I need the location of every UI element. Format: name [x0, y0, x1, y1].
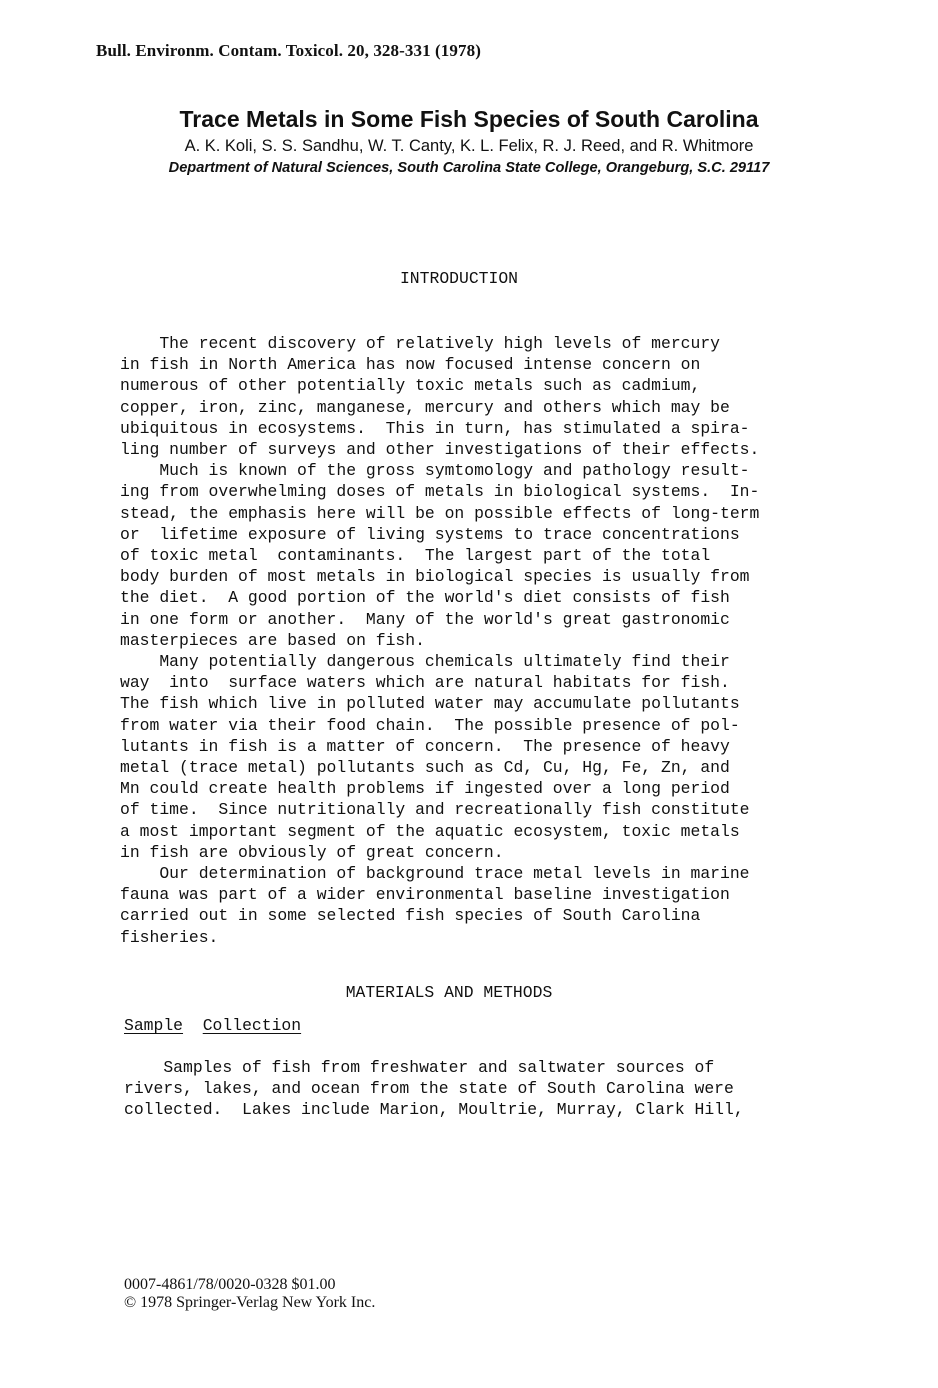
journal-citation: Bull. Environm. Contam. Toxicol. 20, 328-331 (1978)	[96, 41, 481, 60]
text-line: Mn could create health problems if ingested over a long period	[120, 779, 730, 799]
text-line: body burden of most metals in biological species is usually from	[120, 567, 750, 587]
text-line: in fish are obviously of great concern.	[120, 842, 504, 862]
text-line: The recent discovery of relatively high levels of mercury	[120, 334, 720, 353]
subheading-word-collection: Collection	[202, 1016, 302, 1035]
text-line: metal (trace metal) pollutants such as Cd, Cu, Hg, Fe, Zn, and	[120, 758, 730, 778]
text-line: ing from overwhelming doses of metals in biological systems. In-	[120, 482, 760, 502]
text-line: of toxic metal contaminants. The largest part of the total	[120, 546, 711, 566]
subheading-sample-collection	[124, 1016, 301, 1035]
paper-title: Trace Metals in Some Fish Species of South Carolina	[179, 106, 759, 132]
subheading-word-sample: Sample	[124, 1016, 184, 1035]
text-line: masterpieces are based on fish.	[120, 630, 425, 650]
page-footer	[124, 1276, 375, 1312]
text-line: fisheries.	[120, 927, 219, 947]
text-line: copper, iron, zinc, manganese, mercury and others which may be	[120, 397, 730, 417]
text-line: of time. Since nutritionally and recreationally fish constitute	[120, 800, 750, 820]
section-heading-introduction: INTRODUCTION	[399, 269, 519, 288]
text-line: The fish which live in polluted water may accumulate pollutants	[120, 694, 740, 714]
text-line: rivers, lakes, and ocean from the state of South Carolina were	[124, 1079, 734, 1099]
text-line: stead, the emphasis here will be on possible effects of long-term	[120, 503, 760, 523]
text-line: in fish in North America has now focused intense concern on	[120, 355, 701, 375]
text-line: the diet. A good portion of the world's diet consists of fish	[120, 588, 730, 608]
author-affiliation: Department of Natural Sciences, South Carolina State College, Orangeburg, S.C. 29117	[168, 160, 770, 176]
text-line: lutants in fish is a matter of concern. The presence of heavy	[120, 736, 730, 756]
text-line: or lifetime exposure of living systems to trace concentrations	[120, 524, 740, 544]
text-line: collected. Lakes include Marion, Moultrie, Murray, Clark Hill,	[124, 1100, 744, 1120]
text-line: Our determination of background trace metal levels in marine	[120, 864, 750, 884]
text-line: a most important segment of the aquatic ecosystem, toxic metals	[120, 821, 740, 841]
sample-collection-body	[124, 1057, 744, 1121]
text-line: Many potentially dangerous chemicals ultimately find their	[120, 652, 730, 672]
text-line: ling number of surveys and other investigations of their effects.	[120, 440, 760, 460]
text-line: Much is known of the gross symtomology and pathology result-	[120, 461, 750, 481]
section-heading-materials-methods: MATERIALS AND METHODS	[345, 983, 553, 1002]
text-line: carried out in some selected fish species of South Carolina	[120, 906, 701, 926]
article-code: 0007-4861/78/0020-0328 $01.00	[124, 1276, 336, 1293]
text-line: ubiquitous in ecosystems. This in turn, has stimulated a spira-	[120, 418, 750, 438]
text-line: in one form or another. Many of the world's great gastronomic	[120, 609, 730, 629]
introduction-body	[120, 333, 759, 948]
author-list: A. K. Koli, S. S. Sandhu, W. T. Canty, K. L. Felix, R. J. Reed, and R. Whitmore	[184, 137, 754, 155]
text-line: way into surface waters which are natural habitats for fish.	[120, 673, 730, 693]
text-line: from water via their food chain. The possible presence of pol-	[120, 715, 740, 735]
text-line: numerous of other potentially toxic metals such as cadmium,	[120, 376, 701, 396]
text-line: Samples of fish from freshwater and saltwater sources of	[124, 1058, 715, 1077]
copyright-notice: © 1978 Springer-Verlag New York Inc.	[124, 1294, 376, 1311]
text-line: fauna was part of a wider environmental baseline investigation	[120, 885, 730, 905]
